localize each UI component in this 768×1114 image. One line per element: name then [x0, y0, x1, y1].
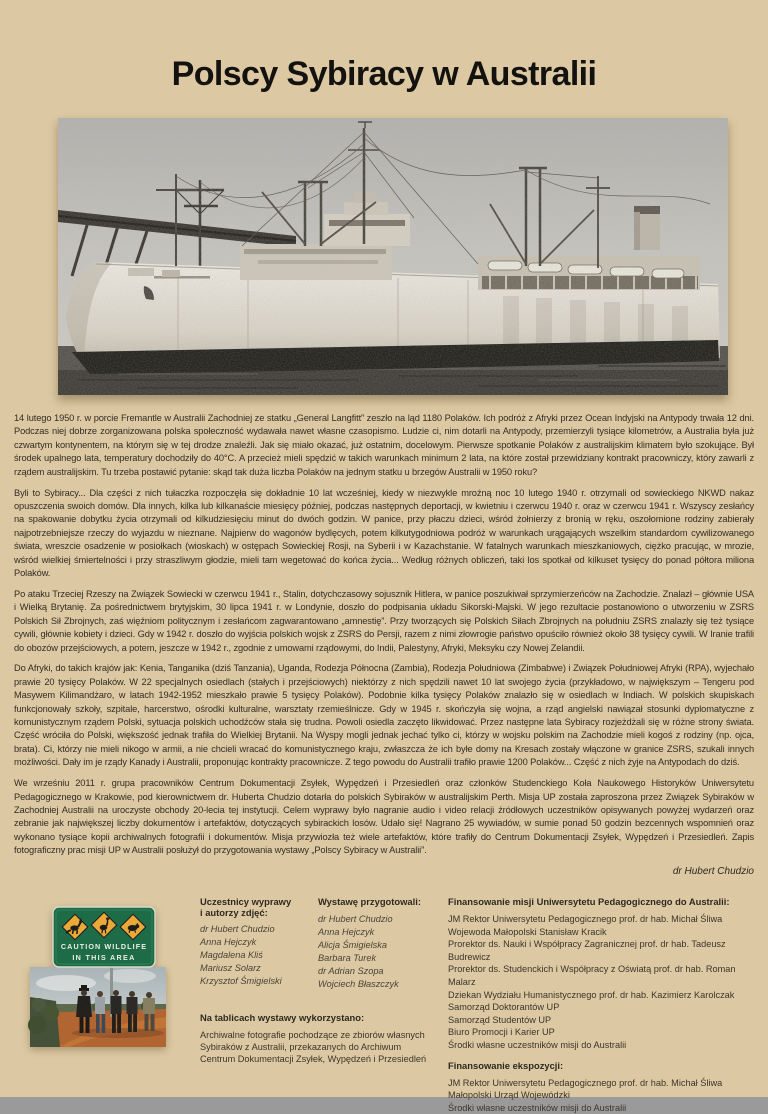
boards-line: Archiwalne fotografie pochodzące ze zbiorów własnych — [200, 1030, 425, 1040]
paragraph-list — [14, 412, 754, 858]
boards-list — [200, 1029, 452, 1066]
credits-section — [0, 896, 768, 1113]
prepared-name: Barbara Turek — [318, 953, 377, 963]
participants-list — [200, 923, 312, 988]
funding-item: Środki własne uczestników misji do Australii — [448, 1039, 627, 1050]
funding-item: Samorząd Studentów UP — [448, 1014, 552, 1025]
participants-header-line1: Uczestnicy wyprawy — [200, 896, 292, 907]
funding-item: Biuro Promocji i Karier UP — [448, 1027, 555, 1038]
funding-mission-list — [448, 913, 756, 1052]
prepared-name: Anna Hejczyk — [318, 927, 375, 937]
funding-exhibition-header: Finansowanie ekspozycji: — [448, 1059, 564, 1071]
prepared-name: dr Adrian Szopa — [318, 966, 384, 976]
funding-exhibition-list — [448, 1077, 756, 1114]
participant-name: Anna Hejczyk — [200, 937, 257, 947]
paragraph: Do Afryki, do takich krajów jak: Kenia, Tanganika (dziś Tanzania), Uganda, Rodezja Północna (Zambia), Rodezja Południowa (Zimbabwe) i Związek Południowej Afryki (RPA), wyjechało prawie 20 tysięcy Polaków. W 22 specjalnych osiedlach (stałych i przejściowych) niektórzy z nich spędzili nawet 10 lat swojego życia (przykładowo, w największym – Tengeru pod Masywem Kilimandżaro, w latach 1942-1952 mieszkało prawie 5 tysięcy Polaków). Podobnie kilka tysięcy Polaków znalazło się w osiedlach w Indiach. W polskich skupiskach funkcjonowały szkoły, szpitale, harcerstwo, ośrodki kulturalne, warsztaty rzemieślnicze. Gdy w 1945 r. skończyła się wojna, a rząd angielski nawiązał stosunki dyplomatyczne z komunistycznym rządem Polski, sytuacja polskich uchodźców stała się trudna. Powoli osiedla zaczęto likwidować. Przez następne lata Sybiracy rozjeżdżali się w różne strony świata. Część wróciła do Polski, większość jednak trafiła do Wielkiej Brytanii. Na Wyspy mogli jednak jechać tylko ci, którzy w wojsku polskim na Zachodzie mieli kogoś z rodziny (np. ojca, brata). Ci, którzy nie mieli nikogo w armii, a nie chcieli wracać do komunistycznego kraju, zwłaszcza że ich byłe domy na Kresach zostały włączone w granice ZSRS, szukali innych możliwości. Dały im je rządy Kanady i Australii, proponując kontrakty pracownicze. Z tego powodu do Australii trafiło prawie 1200 Polaków... Część z nich żyje na Antypodach do dziś. — [14, 663, 754, 768]
funding-item: Wojewoda Małopolski Stanisław Kracik — [448, 926, 607, 937]
funding-item: JM Rektor Uniwersytetu Pedagogicznego prof. dr hab. Michał Śliwa — [448, 914, 723, 924]
credits-prepared — [318, 896, 444, 991]
funding-item: JM Rektor Uniwersytetu Pedagogicznego prof. dr hab. Michał Śliwa — [448, 1077, 723, 1088]
sign-text-line2: IN THIS AREA — [72, 953, 136, 962]
funding-item: Małopolski Urząd Wojewódzki — [448, 1090, 570, 1101]
participant-name: dr Hubert Chudzio — [200, 924, 275, 934]
funding-item: Prorektor ds. Nauki i Współpracy Zagranicznej prof. dr hab. Tadeusz Budrewicz — [448, 939, 726, 962]
paragraph: Byli to Sybiracy... Dla części z nich tułaczka rozpoczęła się dokładnie 10 lat wcześniej, kiedy w niezwykle mroźną noc 10 lutego 1940 r. otrzymali od sowieckiego NKWD nakaz opuszczenia swoich domów. Dla innych, kilka lub kilkanaście miesięcy później, podczas następnych deportacji, w kwietniu i czerwcu 1940 r. oraz w czerwcu 1941 r. Wszyscy zesłańcy na spakowanie dobytku życia otrzymali od kilkudziesięciu minut do dwóch godzin. W panice, przy płaczu dzieci, wśród żołnierzy z bronią w ręku, oszołomione rodziny zabierały najpotrzebniejsze rzeczy do wyjazdu w nieznane. Najpierw do wagonów bydlęcych, potem kilkutygodniowa podróż w warunkach urągających wszelkim standardom cywilizowanego świata, wreszcie osadzenie w posiołkach (wioskach) w ostępach Sowieckiej Rosji, na Syberii i w Kazachstanie. W fatalnych warunkach mieszkaniowych, ciężko pracując, w mrozie, wśród wielkiej śmiertelności i przy straszliwym głodzie, mieli tam wegetować do końca życia... Według różnych obliczeń, taki los spotkał od kilkuset tysięcy do ponad półtora miliona Polaków. — [14, 487, 754, 578]
paragraph: 14 lutego 1950 r. w porcie Fremantle w Australii Zachodniej ze statku „General Langfitt” zeszło na ląd 1180 Polaków. Ich podróż z Afryki przez Ocean Indyjski na Antypody trwała 12 dni. Podczas niej dobrze zorganizowana polska społeczność wydawała nawet własne czasopismo. Ludzie ci, nim dotarli na Antypody, przemierzyli tysiące kilometrów, a Australia była już czwartym kontynentem, na którym się w tej drodze znaleźli. Jak się miało okazać, już ostatnim, docelowym. Pierwsze spotkanie Polaków z australijskim klimatem było szokujące. Był środek upalnego lata, temperatury dochodziły do 40°C. A przecież mieli spędzić w takich warunkach minimum 2 lata, na które został przewidziany kontrakt pracowniczy, który zawarli z rządem australijskim. Tu trzeba postawić pytanie: skąd tak duża liczba Polaków na jednym statku u brzegów Australii w 1950 roku? — [14, 413, 754, 477]
body-text — [14, 412, 754, 879]
page-title: Polscy Sybiracy w Australii — [171, 54, 597, 93]
boards-line: Centrum Dokumentacji Zsyłek, Wypędzeń i Przesiedleń — [200, 1054, 427, 1065]
credits-funding — [448, 896, 756, 1114]
funding-item: Prorektor ds. Studenckich i Współpracy z Oświatą prof. dr hab. Roman Malarz — [448, 964, 736, 987]
boards-header: Na tablicach wystawy wykorzystano: — [200, 1012, 365, 1023]
prepared-name: Alicja Śmigielska — [318, 940, 387, 950]
sign-text-line1: CAUTION WILDLIFE — [60, 942, 148, 951]
ship-photo — [58, 118, 728, 395]
participant-name: Mariusz Solarz — [200, 963, 261, 973]
funding-item: Samorząd Doktorantów UP — [448, 1002, 560, 1013]
boards-line: Sybiraków z Australii, przekazanych do Archiwum — [200, 1042, 402, 1053]
signature: dr Hubert Chudzio — [672, 866, 754, 878]
credits-boards — [200, 1012, 452, 1066]
participant-name: Magdalena Kliś — [200, 950, 263, 960]
paragraph: We wrześniu 2011 r. grupa pracowników Centrum Dokumentacji Zsyłek, Wypędzeń i Przesiedleń oraz członków Studenckiego Koła Naukowego Historyków Uniwersytetu Pedagogicznego w Krakowie, pod kierownictwem dr. Huberta Chudzio dotarła do polskich Sybiraków w australijskim Perth. Misja UP została zaproszona przez Związek Sybiraków w Zachodniej Australii na uroczyste obchody 20-lecia tej instytucji. Celem wyprawy było nagranie audio i video relacji źródłowych uczestników opisywanych powyżej wydarzeń oraz zebranie jak największej liczby dokumentów i artefaktów, dotyczących sybirackich losów. Udało się! Nagrano 25 wywiadów, w sumie ponad 50 godzin bezcennych wspomnień oraz wykonano tysiące kopii archiwalnych fotografii i dokumentów. Misja przywiozła też wiele artefaktów, które trafiły do Centrum Dokumentacji Zsyłek, Wypędzeń i Przesiedleń. Zapis fotograficzny prac misji UP w Australii posłużył do przygotowania wystawy „Polscy Sybiracy w Australii”. — [14, 778, 754, 856]
funding-mission-header: Finansowanie misji Uniwersytetu Pedagogicznego do Australii: — [448, 896, 730, 907]
funding-item: Środki własne uczestników misji do Australii — [448, 1102, 627, 1113]
prepared-name: Wojciech Błaszczyk — [318, 979, 399, 989]
prepared-name: dr Hubert Chudzio — [318, 914, 393, 924]
group-photo-montage — [26, 901, 168, 1049]
participant-name: Krzysztof Śmigielski — [200, 976, 282, 986]
prepared-header: Wystawę przygotowali: — [318, 896, 421, 907]
prepared-list — [318, 913, 444, 991]
credits-funding-exhibition — [448, 1060, 756, 1114]
participants-header-line2: i autorzy zdjęć: — [200, 907, 268, 918]
credits-participants — [200, 896, 312, 988]
wildlife-sign — [53, 907, 155, 967]
expedition-photo — [28, 963, 166, 1047]
funding-item: Dziekan Wydziału Humanistycznego prof. dr hab. Kazimierz Karolczak — [448, 989, 735, 1000]
paragraph: Po ataku Trzeciej Rzeszy na Związek Sowiecki w czerwcu 1941 r., Stalin, dotychczasowy sojusznik Hitlera, w panice poszukiwał sprzymierzeńców na Zachodzie. Znalazł – głównie USA i Wielką Brytanię. Za pośrednictwem brytyjskim, 30 lipca 1941 r. w Londynie, doszło do podpisania układu Sikorski-Majski. W jego rezultacie postanowiono o utworzeniu w ZSRS Polskich Sił Zbrojnych, zaś więźniom politycznym i zesłańcom zagwarantowano „amnestię”. Przy tworzących się Polskich Siłach Zbrojnych na południu ZSRS znalazły się też tysiące cywili, głównie kobiety i dzieci. Gdy w 1942 r. doszło do wyjścia polskich wojsk z ZSRS do Persji, razem z nimi złowrogie państwo opuściło również około 38 tysięcy cywili. W Iranie trafili do obozów przejściowych, a potem, jeszcze w 1942 r., zgodnie z umowami rządowymi, do Indii, Palestyny, Afryki, Meksyku czy Nowej Zelandii. — [14, 588, 754, 653]
